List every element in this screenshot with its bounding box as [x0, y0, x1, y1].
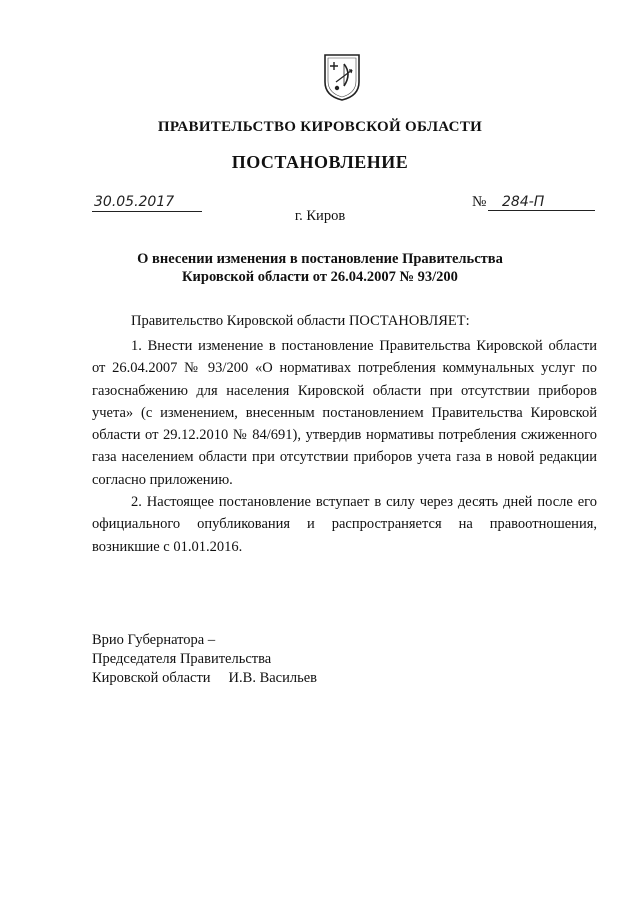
- signature-block: [92, 631, 317, 688]
- paragraph-1: 1. Внести изменение в постановление Правительства Кировской области от 26.04.2007 № 93/200 «О нормативах потребления коммунальных услуг по газоснабжению для населения Кировской области при отсутствии приборов учета» (с изменением, внесенным постановлением Правительства Кировской области от 29.12.2010 № 84/691), утвердив нормативы потребления сжиженного газа населением области при отсутствии приборов учета газа в новой редакции согласно приложению.: [92, 338, 597, 488]
- city: г. Киров: [294, 208, 346, 224]
- signature-title-2: Председателя Правительства: [92, 651, 272, 667]
- signature-title-3-row: [92, 669, 317, 688]
- paragraph-2: 2. Настоящее постановление вступает в силу через десять дней после его официального опубликования и распространяется на правоотношения, возникшие с 01.01.2016.: [92, 494, 597, 555]
- document-number: 284-П: [488, 193, 595, 211]
- document-type: ПОСТАНОВЛЕНИЕ: [231, 152, 409, 172]
- organization-name: ПРАВИТЕЛЬСТВО КИРОВСКОЙ ОБЛАСТИ: [157, 119, 483, 135]
- kirov-oblast-coat-of-arms-icon: [322, 52, 362, 102]
- decree-intro: Правительство Кировской области ПОСТАНОВЛЯЕТ:: [131, 313, 470, 329]
- signature-title-3: Кировской области: [92, 670, 211, 686]
- document-subject: [60, 250, 580, 286]
- signatory-name: И.В. Васильев: [228, 670, 317, 686]
- subject-line-2: Кировской области от 26.04.2007 № 93/200: [182, 269, 458, 285]
- signature-title-1: Врио Губернатора –: [92, 632, 216, 648]
- number-label: №: [472, 194, 487, 210]
- document-date: 30.05.2017: [92, 193, 202, 212]
- decree-body: [92, 335, 597, 558]
- subject-line-1: О внесении изменения в постановление Правительства: [137, 251, 503, 267]
